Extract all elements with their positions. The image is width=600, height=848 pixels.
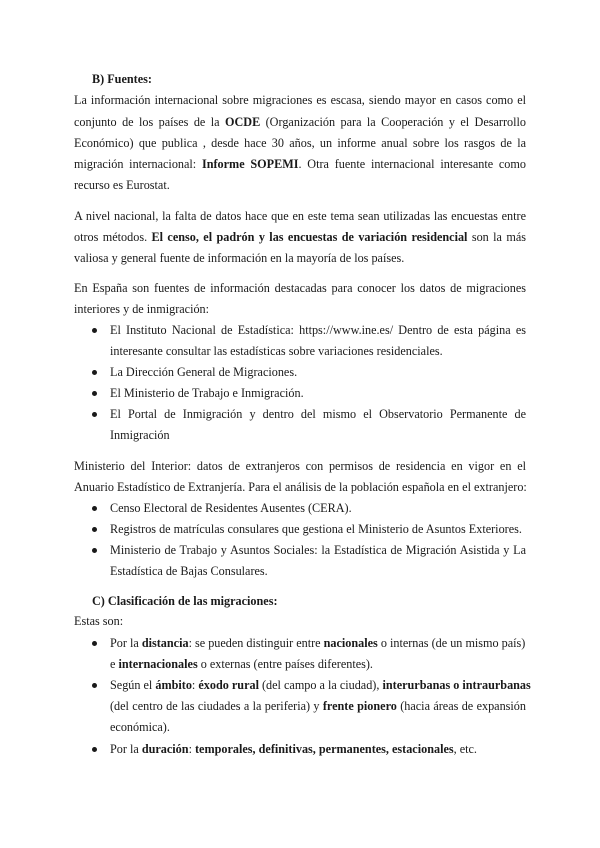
paragraph-line: En España son fuentes de información destacadas para conocer los datos de migraciones: [74, 281, 526, 295]
list-item-continuation: interesante consultar las estadísticas sobre variaciones residenciales.: [110, 344, 443, 358]
bullet-icon: [92, 527, 97, 532]
bullet-icon: [92, 328, 97, 333]
paragraph-line: Anuario Estadístico de Extranjería. Para el análisis de la población española en el extranjero:: [74, 480, 527, 494]
section-c-intro: Estas son:: [74, 614, 124, 628]
list-item: Según el ámbito: éxodo rural (del campo a la ciudad), interurbanas o intraurbanas: [110, 678, 531, 692]
list-item: El Instituto Nacional de Estadística: https://www.ine.es/ Dentro de esta página es: [110, 323, 526, 337]
list-item: El Ministerio de Trabajo e Inmigración.: [110, 386, 304, 400]
list-item: Censo Electoral de Residentes Ausentes (CERA).: [110, 501, 352, 515]
paragraph-line: migración internacional: Informe SOPEMI. Otra fuente internacional interesante como: [74, 157, 526, 171]
list-item: Ministerio de Trabajo y Asuntos Sociales: la Estadística de Migración Asistida y La: [110, 543, 526, 557]
paragraph-line: La información internacional sobre migraciones es escasa, siendo mayor en casos como el: [74, 93, 526, 107]
bullet-icon: [92, 641, 97, 646]
paragraph-line: interiores y de inmigración:: [74, 302, 210, 316]
list-item-continuation: (del centro de las ciudades a la periferia) y frente pionero (hacia áreas de expansión: [110, 699, 526, 713]
bullet-icon: [92, 370, 97, 375]
paragraph-line: Ministerio del Interior: datos de extranjeros con permisos de residencia en vigor en el: [74, 459, 526, 473]
paragraph-line: otros métodos. El censo, el padrón y las encuestas de variación residencial son la más: [74, 230, 526, 244]
paragraph-line: conjunto de los países de la OCDE (Organización para la Cooperación y el Desarrollo: [74, 115, 526, 129]
bullet-icon: [92, 747, 97, 752]
paragraph-line: recurso es Eurostat.: [74, 178, 170, 192]
section-c-heading: C) Clasificación de las migraciones:: [92, 594, 278, 608]
list-item: Por la duración: temporales, definitivas, permanentes, estacionales, etc.: [110, 742, 477, 756]
list-item: Registros de matrículas consulares que gestiona el Ministerio de Asuntos Exteriores.: [110, 522, 522, 536]
paragraph-line: A nivel nacional, la falta de datos hace que en este tema sean utilizadas las encuestas entre: [74, 209, 526, 223]
list-item-continuation: económica).: [110, 720, 170, 734]
list-item-continuation: Estadística de Bajas Consulares.: [110, 564, 268, 578]
list-item-continuation: Inmigración: [110, 428, 170, 442]
bullet-icon: [92, 391, 97, 396]
list-item: El Portal de Inmigración y dentro del mismo el Observatorio Permanente de: [110, 407, 526, 421]
bullet-icon: [92, 506, 97, 511]
list-item-continuation: e internacionales o externas (entre países diferentes).: [110, 657, 373, 671]
bullet-icon: [92, 412, 97, 417]
bullet-icon: [92, 548, 97, 553]
section-b-heading: B) Fuentes:: [92, 72, 152, 86]
paragraph-line: Económico) que publica , desde hace 30 años, un informe anual sobre los rasgos de la: [74, 136, 526, 150]
paragraph-line: valiosa y general fuente de información en la mayoría de los países.: [74, 251, 405, 265]
list-item: La Dirección General de Migraciones.: [110, 365, 298, 379]
list-item: Por la distancia: se pueden distinguir entre nacionales o internas (de un mismo país): [110, 636, 526, 650]
bullet-icon: [92, 683, 97, 688]
